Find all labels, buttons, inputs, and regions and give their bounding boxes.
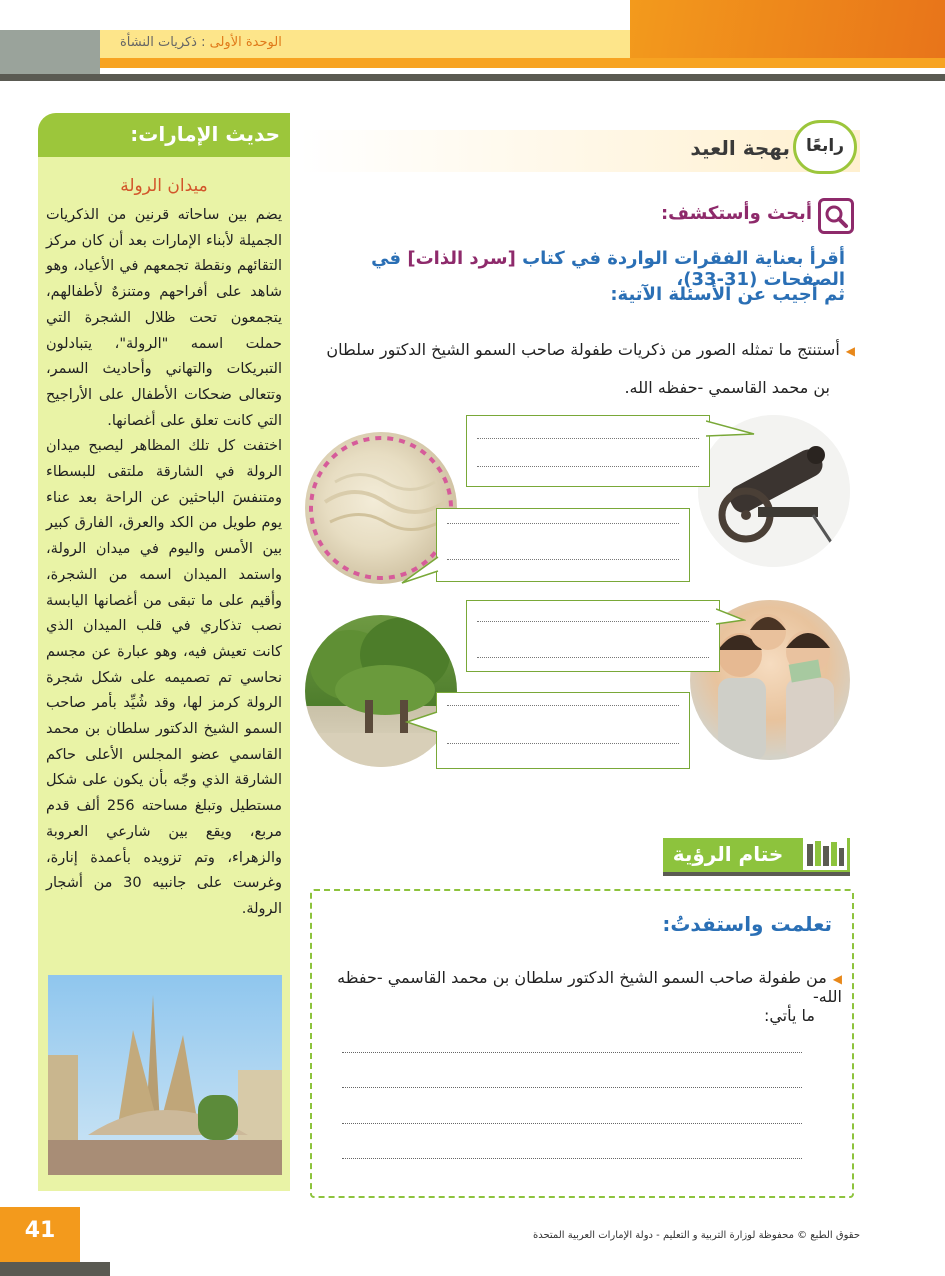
search-heading: أبحث وأستكشف: — [660, 203, 812, 224]
instruction-line-2: ثم أجيب عن الأسئلة الآتية: — [610, 284, 845, 305]
answer-box-children[interactable] — [466, 600, 720, 672]
answer-line — [477, 438, 699, 439]
conclusion-title: ختام الرؤية — [672, 842, 784, 866]
section-title: بهجة العيد — [690, 136, 790, 160]
sidebar-title: حديث الإمارات: — [130, 122, 280, 146]
unit-name: ذكريات النشأة — [120, 35, 197, 50]
header-orange-bar — [100, 58, 945, 68]
rolla-tree-image — [305, 615, 457, 767]
page-number: 41 — [24, 1218, 56, 1243]
conclusion-question — [330, 968, 842, 1006]
answer-line[interactable] — [342, 1158, 802, 1159]
answer-line — [447, 743, 679, 744]
sidebar-paragraph-2: اختفت كل تلك المظاهر ليصبح ميدان الرولة في الشارقة ملتقى للبسطاء ومتنفسَ الباحثين عن الراحة بعد عناء يوم طويل من الكد والعرق، الفارق كبير بين الأمس واليوم في ميدان الرولة، واستمد الميدان اسمه من الشجرة، وأقيم على ما تبقى من أغصانها اليابسة نصب تذكاري في قلب الميدان الذي كانت تعيش فيه، وهو عبارة عن مجسم نحاسي تم تصميمه على شكل شجرة الرولة كرمز لها، وقد شُيِّد بأمر صاحب السمو الشيخ الدكتور سلطان بن محمد القاسمي عضو المجلس الأعلى حاكم الشارقة الذي وجّه بأن يكون على شكل مستطيل وتبلغ مساحته 256 ألف قدم مربع، ويقع بين شارعي العروبة والزهراء، وتم تزويده بأعمدة إنارة، وغرست على جانبيه 30 من أشجار الرولة. — [46, 438, 282, 917]
conclusion-line-1: من طفولة صاحب السمو الشيخ الدكتور سلطان بن محمد القاسمي -حفظه الله- — [337, 968, 842, 1006]
instruction-post: في الصفحات (31-33)، — [371, 248, 845, 290]
answer-line[interactable] — [342, 1123, 802, 1124]
answer-box-food[interactable] — [436, 508, 690, 582]
answer-line — [447, 705, 679, 706]
copyright-notice: حقوق الطبع © محفوظة لوزارة التربية و التعليم - دولة الإمارات العربية المتحدة — [532, 1230, 860, 1241]
header-dark-line — [0, 74, 945, 81]
answer-line — [447, 523, 679, 524]
bullet-icon: ◀ — [832, 972, 842, 986]
question-1-line-1: أستنتج ما تمثله الصور من ذكريات طفولة صاحب السمو الشيخ الدكتور سلطان — [326, 340, 840, 359]
conclusion-line-2: ما يأتي: — [763, 1006, 815, 1025]
answer-line — [477, 621, 709, 622]
answer-line — [477, 466, 699, 467]
answer-box-tree[interactable] — [436, 692, 690, 769]
answer-box-cannon[interactable] — [466, 415, 710, 487]
unit-separator: : — [196, 35, 210, 50]
books-icon — [803, 838, 847, 870]
learned-heading: تعلمت واستفدتُ: — [662, 912, 832, 936]
unit-label: الوحدة الأولى — [209, 35, 282, 50]
sidebar-subtitle: ميدان الرولة — [120, 176, 208, 196]
sidebar-text — [46, 203, 282, 923]
box-pointer — [400, 555, 440, 585]
book-title: [سرد الذات] — [407, 248, 516, 269]
box-pointer — [405, 710, 439, 736]
header-gray-block — [0, 30, 100, 78]
question-1-line-2: بن محمد القاسمي -حفظه الله. — [624, 378, 830, 397]
magnifier-icon — [818, 198, 854, 234]
answer-line — [447, 559, 679, 560]
answer-line[interactable] — [342, 1052, 802, 1053]
footer-dark-line — [0, 1262, 110, 1276]
answer-line[interactable] — [342, 1087, 802, 1088]
answer-line — [477, 657, 709, 658]
box-pointer — [716, 608, 746, 628]
sidebar-paragraph-1: يضم بين ساحاته قرنين من الذكريات الجميلة لأبناء الإمارات بعد أن كان مركز التقائهم ونقطة تجمعهم في الأعياد، وهو شاهد على أفراحهم ومتنزهٌ لأطفالهم، يتجمعون تحت ظلال الشجرة التي حملت اسمه "الرولة"، يتبادلون التبريكات والتهاني وأحاديث السمر، وتتعالى ضحكات الأطفال على الأراجيح التي كانت تعلق على أغصانها. — [46, 207, 282, 429]
box-pointer — [706, 420, 756, 440]
question-1 — [300, 340, 855, 359]
section-badge: رابعًا — [793, 120, 857, 174]
monument-image — [48, 975, 282, 1175]
bullet-icon: ◀ — [845, 344, 855, 358]
instruction-pre: أقرأ بعناية الفقرات الواردة في كتاب — [515, 248, 845, 269]
unit-title — [120, 35, 620, 50]
